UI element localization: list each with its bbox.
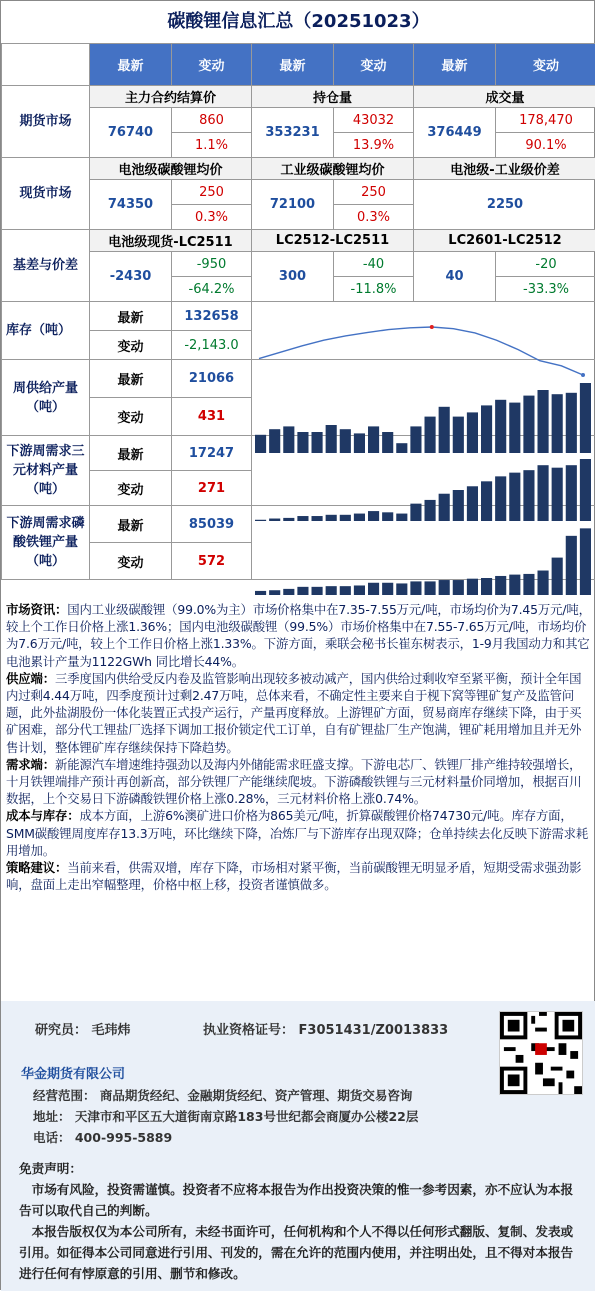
industrial-change: 250 (334, 180, 414, 205)
ternary-bar (509, 473, 520, 521)
header-change: 变动 (172, 44, 252, 86)
supply-bar (382, 432, 393, 453)
supply-bar (467, 412, 478, 453)
supply-bar (354, 433, 365, 453)
supply-bar (523, 396, 534, 453)
commentary-cost: 成本与库存：成本方面，上游6%澳矿进口价格为865美元/吨，折算碳酸锂价格74730元/吨。库存方面，SMM碳酸锂周度库存13.3万吨，环比继续下降，冶炼厂与下游库存出现双降；仓单持续去化反映下游需求耗用增加。 (6, 807, 591, 859)
supply-bar (297, 432, 308, 453)
business-scope: 经营范围： 商品期货经纪、金融期货经纪、资产管理、期货交易咨询 (33, 1086, 412, 1104)
spot-row-1 (2, 180, 595, 205)
ternary-bar (396, 514, 407, 521)
supply-bar (396, 443, 407, 453)
ternary-bar (439, 494, 450, 521)
ternary-bar (312, 516, 323, 521)
supply-change: 431 (172, 398, 252, 436)
company-name: 华金期货有限公司 (21, 1063, 125, 1082)
header-latest: 最新 (252, 44, 334, 86)
sub-basis1: 电池级现货-LC2511 (90, 230, 252, 252)
supply-bar (340, 429, 351, 453)
supply-bar (566, 393, 577, 453)
supply-bar (368, 426, 379, 453)
supply-bar (410, 426, 421, 453)
ternary-bar-chart (253, 457, 593, 521)
ternary-bar (481, 481, 492, 521)
inventory-peak-point (430, 325, 434, 329)
ternary-bar (340, 515, 351, 521)
header-change: 变动 (334, 44, 414, 86)
sub-industrial: 工业级碳酸锂均价 (252, 158, 414, 180)
footer (1, 1001, 595, 1291)
inventory-last-point (581, 373, 585, 377)
battery-change: 250 (172, 180, 252, 205)
commentary-supply: 供应端：三季度国内供给受反内卷及监管影响出现较多被动减产，国内供给过剩收窄至紧平衡，预计全年国内过剩4.44万吨，四季度预计过剩2.47万吨，总体来看，不确定性主要来自于枧下窝等锂矿复产及监管问题，此外盐湖股份一体化装置正式投产运行，产量再度释放。上游锂矿方面，贸易商库存继续下降，由于买矿困难，部分代工锂盐厂选择下调加工报价锁定代工订单，自有矿锂盐厂生产饱满，锂矿耗用增加且并无外售计划，整体锂矿库存继续保持下降趋势。 (6, 670, 591, 756)
futures-row-1 (2, 108, 595, 133)
lfp-bar (566, 536, 577, 595)
lfp-bar (326, 586, 337, 595)
lfp-bar (580, 528, 591, 595)
ternary-latest-label: 最新 (90, 436, 172, 471)
inventory-line (259, 327, 583, 375)
basis3-change: -20 (496, 252, 595, 277)
ternary-bar (269, 519, 280, 521)
settle-change: 860 (172, 108, 252, 133)
basis3-pct: -33.3% (496, 277, 595, 302)
ternary-change: 271 (172, 471, 252, 506)
disclaimer-risk: 市场有风险，投资需谨慎。投资者不应将本报告为作出投资决策的惟一参考因素，亦不应认为本报告可以取代自己的判断。 (19, 1179, 584, 1221)
header-latest: 最新 (414, 44, 496, 86)
inventory-latest-label: 最新 (90, 302, 172, 331)
header-latest: 最新 (90, 44, 172, 86)
company-address: 地址： 天津市和平区五大道街南京路183号世纪都会商厦办公楼22层 (33, 1107, 418, 1125)
lfp-bar (523, 574, 534, 595)
basis-section-label: 基差与价差 (2, 230, 90, 302)
basis1-latest: -2430 (90, 252, 172, 302)
ternary-bar (566, 465, 577, 521)
spot-sub-row (2, 158, 595, 180)
settle-latest: 76740 (90, 108, 172, 158)
sub-settle: 主力合约结算价 (90, 86, 252, 108)
ternary-bar (255, 520, 266, 521)
supply-bar (580, 383, 591, 453)
commentary-market: 市场资讯：国内工业级碳酸锂（99.0%为主）市场价格集中在7.35-7.55万元/吨，市场均价为7.45万元/吨，较上个工作日价格上涨1.36%；国内电池级碳酸锂（99.5%）市场价格集中在7.55-7.65万元/吨，市场均价为7.6万元/吨，较上个工作日价格上涨1.33%。下游方面，乘联会秘书长崔东树表示，1-9月我国动力和其它电池累计产量为1122GWh 同比增长44%。 (6, 601, 591, 670)
supply-bar (283, 426, 294, 453)
inventory-change-label: 变动 (90, 331, 172, 360)
sub-basis3: LC2601-LC2512 (414, 230, 595, 252)
spread-value: 2250 (414, 180, 595, 230)
supply-bar (255, 435, 266, 453)
lfp-bar (255, 591, 266, 595)
inventory-latest: 132658 (172, 302, 252, 331)
supply-bar (552, 394, 563, 453)
oi-pct: 13.9% (334, 133, 414, 158)
ternary-bar (382, 512, 393, 521)
basis-row-1 (2, 252, 595, 277)
ternary-section-label: 下游周需求三元材料产量（吨） (2, 436, 90, 506)
inventory-change: -2,143.0 (172, 331, 252, 360)
supply-bar (439, 407, 450, 453)
industrial-latest: 72100 (252, 180, 334, 230)
supply-bar (481, 405, 492, 453)
basis1-change: -950 (172, 252, 252, 277)
lfp-bar (425, 581, 436, 595)
supply-bar (326, 425, 337, 453)
lfp-latest-label: 最新 (90, 506, 172, 543)
lfp-change: 572 (172, 543, 252, 580)
oi-change: 43032 (334, 108, 414, 133)
disclaimer-title: 免责声明： (19, 1158, 584, 1179)
commentary-strategy: 策略建议：当前来看，供需双增，库存下降，市场相对紧平衡，当前碳酸锂无明显矛盾，短期受需求强劲影响，盘面上走出窄幅整理，价格中枢上移，投资者谨慎做多。 (6, 859, 591, 893)
supply-section-label: 周供给产量（吨） (2, 360, 90, 436)
ternary-change-label: 变动 (90, 471, 172, 506)
sub-spread: 电池级-工业级价差 (414, 158, 595, 180)
basis2-latest: 300 (252, 252, 334, 302)
lfp-bar (509, 575, 520, 595)
basis3-latest: 40 (414, 252, 496, 302)
supply-bar (509, 403, 520, 453)
lfp-change-label: 变动 (90, 543, 172, 580)
supply-latest: 21066 (172, 360, 252, 398)
ternary-bar (326, 515, 337, 521)
lfp-bar (396, 583, 407, 595)
ternary-bar (453, 490, 464, 521)
industrial-pct: 0.3% (334, 205, 414, 230)
report-title: 碳酸锂信息汇总（20251023） (1, 1, 595, 43)
ternary-bar (425, 500, 436, 521)
inventory-sparkline (253, 323, 593, 379)
supply-bar-chart (253, 381, 593, 453)
lfp-bar (538, 571, 549, 595)
ternary-bar (297, 516, 308, 521)
license-number: 执业资格证号： F3051431/Z0013833 (203, 1019, 448, 1038)
volume-latest: 376449 (414, 108, 496, 158)
futures-sub-row (2, 86, 595, 108)
ternary-bar (523, 470, 534, 521)
lfp-bar (495, 576, 506, 595)
lfp-bar (382, 583, 393, 595)
inventory-section-label: 库存（吨） (2, 302, 90, 360)
supply-bar (538, 390, 549, 453)
basis2-change: -40 (334, 252, 414, 277)
lfp-bar (297, 587, 308, 595)
ternary-latest: 17247 (172, 436, 252, 471)
ternary-bar (354, 514, 365, 521)
ternary-bar (410, 504, 421, 521)
lfp-bar (354, 585, 365, 595)
ternary-bar (467, 486, 478, 521)
lfp-bar (368, 583, 379, 595)
lfp-bar (481, 578, 492, 595)
supply-bar (495, 400, 506, 453)
oi-latest: 353231 (252, 108, 334, 158)
lfp-bar (269, 590, 280, 595)
commentary-demand: 需求端：新能源汽车增速维持强劲以及海内外储能需求旺盛支撑。下游电芯厂、铁锂厂排产维持较强增长，十月铁锂端排产预计再创新高，部分铁锂厂产能继续爬坡。下游磷酸铁锂与三元材料量价同增加，根据百川数据，上个交易日下游磷酸铁锂价格上涨0.28%，三元材料价格上涨0.74%。 (6, 756, 591, 808)
lfp-bar-chart (253, 525, 593, 595)
commentary-block (6, 601, 591, 893)
disclaimer (19, 1158, 584, 1284)
ternary-bar (580, 459, 591, 521)
header-change: 变动 (496, 44, 595, 86)
supply-bar (453, 417, 464, 453)
lfp-bar (453, 580, 464, 595)
sub-oi: 持仓量 (252, 86, 414, 108)
lfp-bar (467, 579, 478, 595)
basis-sub-row (2, 230, 595, 252)
sub-volume: 成交量 (414, 86, 595, 108)
sub-battery: 电池级碳酸锂均价 (90, 158, 252, 180)
ternary-bar (368, 511, 379, 521)
ternary-bar (283, 518, 294, 521)
lfp-bar (410, 581, 421, 595)
ternary-bar (538, 465, 549, 521)
settle-pct: 1.1% (172, 133, 252, 158)
battery-pct: 0.3% (172, 205, 252, 230)
header-row (2, 44, 595, 86)
qr-code-icon (499, 1011, 583, 1095)
lfp-bar (552, 558, 563, 595)
supply-latest-label: 最新 (90, 360, 172, 398)
lfp-section-label: 下游周需求磷酸铁锂产量（吨） (2, 506, 90, 580)
futures-section-label: 期货市场 (2, 86, 90, 158)
basis2-pct: -11.8% (334, 277, 414, 302)
lfp-bar (283, 589, 294, 595)
spot-section-label: 现货市场 (2, 158, 90, 230)
battery-latest: 74350 (90, 180, 172, 230)
lfp-bar (439, 580, 450, 595)
lfp-bar (340, 586, 351, 595)
supply-change-label: 变动 (90, 398, 172, 436)
researcher: 研究员： 毛玮炜 (35, 1019, 131, 1038)
company-phone: 电话： 400-995-5889 (33, 1128, 172, 1146)
volume-pct: 90.1% (496, 133, 595, 158)
supply-bar (425, 417, 436, 453)
sub-basis2: LC2512-LC2511 (252, 230, 414, 252)
basis1-pct: -64.2% (172, 277, 252, 302)
volume-change: 178,470 (496, 108, 595, 133)
lfp-bar (312, 587, 323, 595)
ternary-bar (495, 476, 506, 521)
supply-bar (312, 432, 323, 453)
supply-bar (269, 429, 280, 453)
lfp-latest: 85039 (172, 506, 252, 543)
disclaimer-copyright: 本报告版权仅为本公司所有，未经书面许可，任何机构和个人不得以任何形式翻版、复制、发表或引用。如征得本公司同意进行引用、刊发的，需在允许的范围内使用，并注明出处，且不得对本报告进行任何有悖原意的引用、删节和修改。 (19, 1221, 584, 1284)
ternary-bar (552, 468, 563, 521)
